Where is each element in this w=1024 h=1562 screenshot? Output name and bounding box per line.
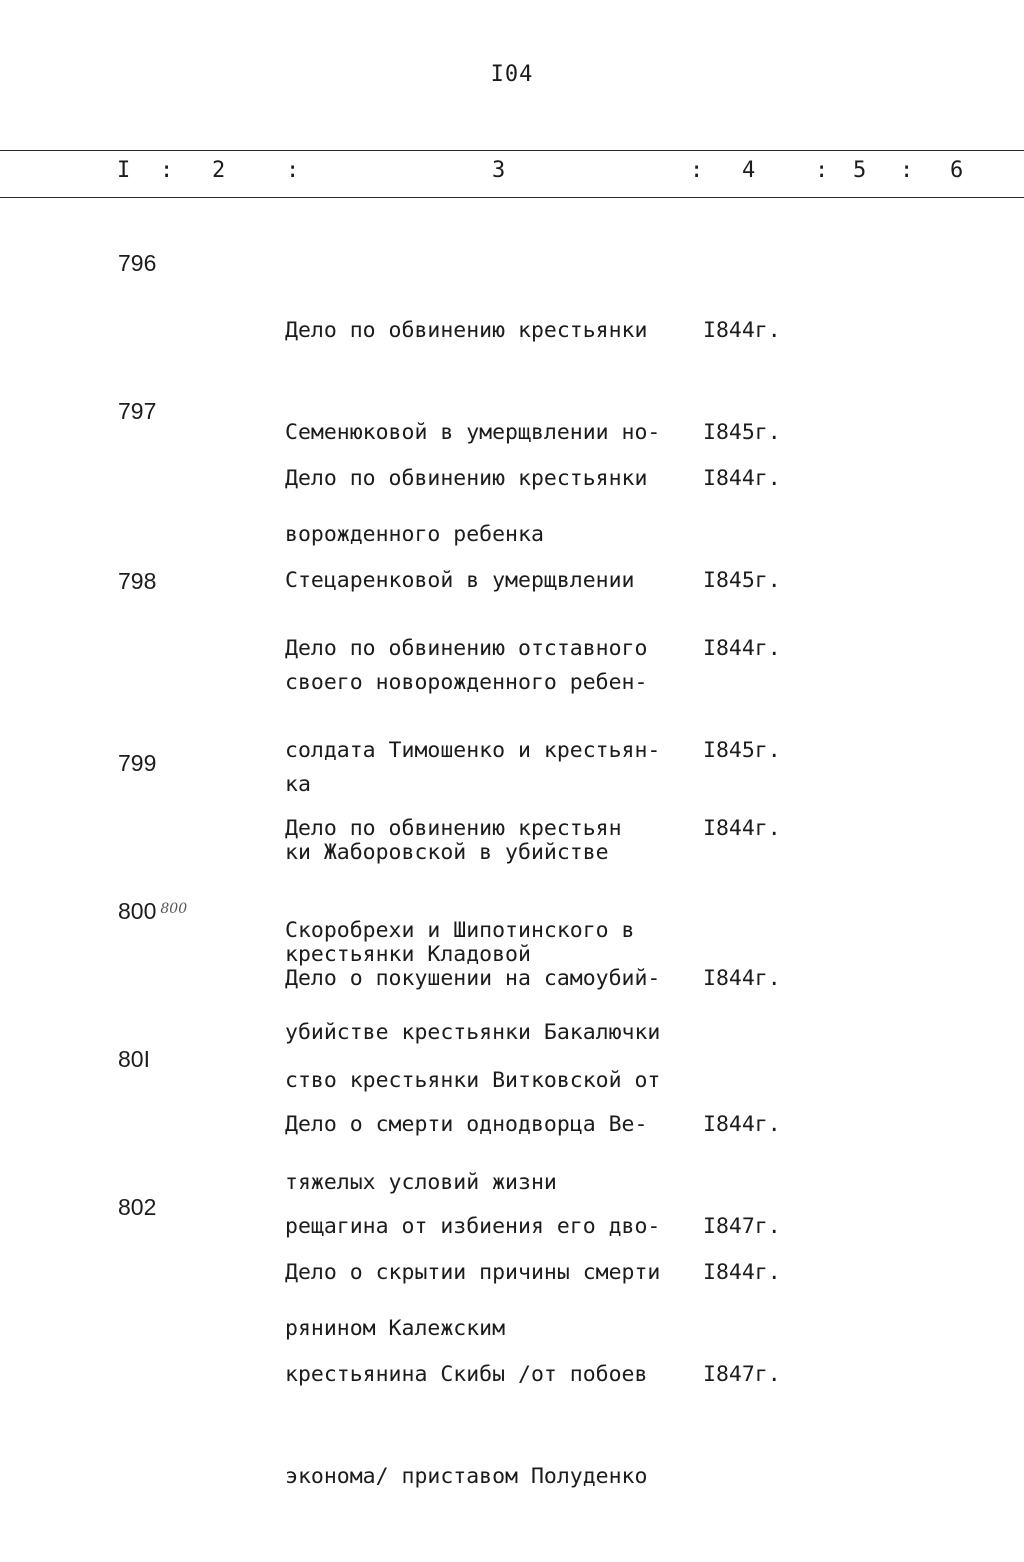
entry-text-line: ки Жаборовской в убийстве	[285, 840, 609, 865]
entry-text-line: крестьянина Скибы /от побоев	[285, 1362, 648, 1387]
handwritten-note: 800	[160, 901, 188, 917]
entry-date: I847г.	[703, 1362, 781, 1387]
entry-date: I844г.	[703, 636, 781, 661]
entry-text-line: Дело по обвинению крестьянки	[285, 318, 648, 343]
column-header-6: 6	[950, 158, 964, 183]
entry-dates	[703, 744, 781, 914]
entry-text-line: Дело о покушении на самоубий-	[285, 966, 661, 991]
entry-dates	[703, 1188, 781, 1460]
entry-text-line: тяжелых условий жизни	[285, 1170, 557, 1195]
table-header-top-rule	[0, 150, 1024, 151]
entry-text-line: солдата Тимошенко и крестьян-	[285, 738, 661, 763]
entry-date: I844г.	[703, 966, 781, 991]
entry-text-line: Дело по обвинению крестьянки	[285, 466, 648, 491]
entry-number: 798	[118, 568, 157, 594]
entry-text-line: Семенюковой в умерщвлении но-	[285, 420, 661, 445]
entry-date: I844г.	[703, 1260, 781, 1285]
entry-date: I844г.	[703, 816, 781, 841]
entry-date: I845г.	[703, 738, 781, 763]
column-header-2: 2	[212, 158, 226, 183]
entry-number	[118, 898, 187, 925]
entry-number-typed: 800	[118, 898, 157, 924]
table-header-bottom-rule	[0, 197, 1024, 198]
page-number: I04	[490, 62, 534, 87]
entry-date: I844г.	[703, 1112, 781, 1137]
entry-date: I845г.	[703, 420, 781, 445]
column-header-1: I	[117, 158, 131, 183]
entry-number: 80I	[118, 1046, 150, 1072]
entry-text-line: рещагина от избиения его дво-	[285, 1214, 661, 1239]
entry-text-line: ка	[285, 772, 311, 797]
column-separator: :	[286, 158, 300, 183]
entry-text-line: Стецаренковой в умерщвлении	[285, 568, 635, 593]
entry-date: I844г.	[703, 318, 781, 343]
column-separator: :	[815, 158, 829, 183]
entry-number: 797	[118, 398, 157, 424]
entry-date: I844г.	[703, 466, 781, 491]
column-separator: :	[690, 158, 704, 183]
entry-text-line: ворожденного ребенка	[285, 522, 544, 547]
entry-number: 796	[118, 250, 157, 276]
entry-dates	[703, 894, 781, 1064]
entry-number: 802	[118, 1194, 157, 1220]
entry-text-line: ство крестьянки Витковской от	[285, 1068, 661, 1093]
entry-text-line: своего новорожденного ребен-	[285, 670, 648, 695]
column-header-5: 5	[853, 158, 867, 183]
entry-text-line: крестьянки Кладовой	[285, 942, 531, 967]
entry-text-line: Дело о скрытии причины смерти	[285, 1260, 661, 1285]
entry-text-line: рянином Калежским	[285, 1316, 506, 1341]
entry-text-line: Дело о смерти однодворца Ве-	[285, 1112, 648, 1137]
column-separator: :	[900, 158, 914, 183]
entry-description	[285, 1188, 660, 1562]
entry-date: I845г.	[703, 568, 781, 593]
entry-text-line: Дело по обвинению крестьян	[285, 816, 622, 841]
column-separator: :	[160, 158, 174, 183]
entry-text-line: Скоробрехи и Шипотинского в	[285, 918, 635, 943]
entry-text-line: Дело по обвинению отставного	[285, 636, 648, 661]
entry-date: I847г.	[703, 1214, 781, 1239]
entry-text-line: убийстве крестьянки Бакалючки	[285, 1020, 661, 1045]
column-header-4: 4	[742, 158, 756, 183]
entry-text-line: эконома/ приставом Полуденко	[285, 1464, 648, 1489]
column-header-3: 3	[492, 158, 506, 183]
entry-number: 799	[118, 750, 157, 776]
